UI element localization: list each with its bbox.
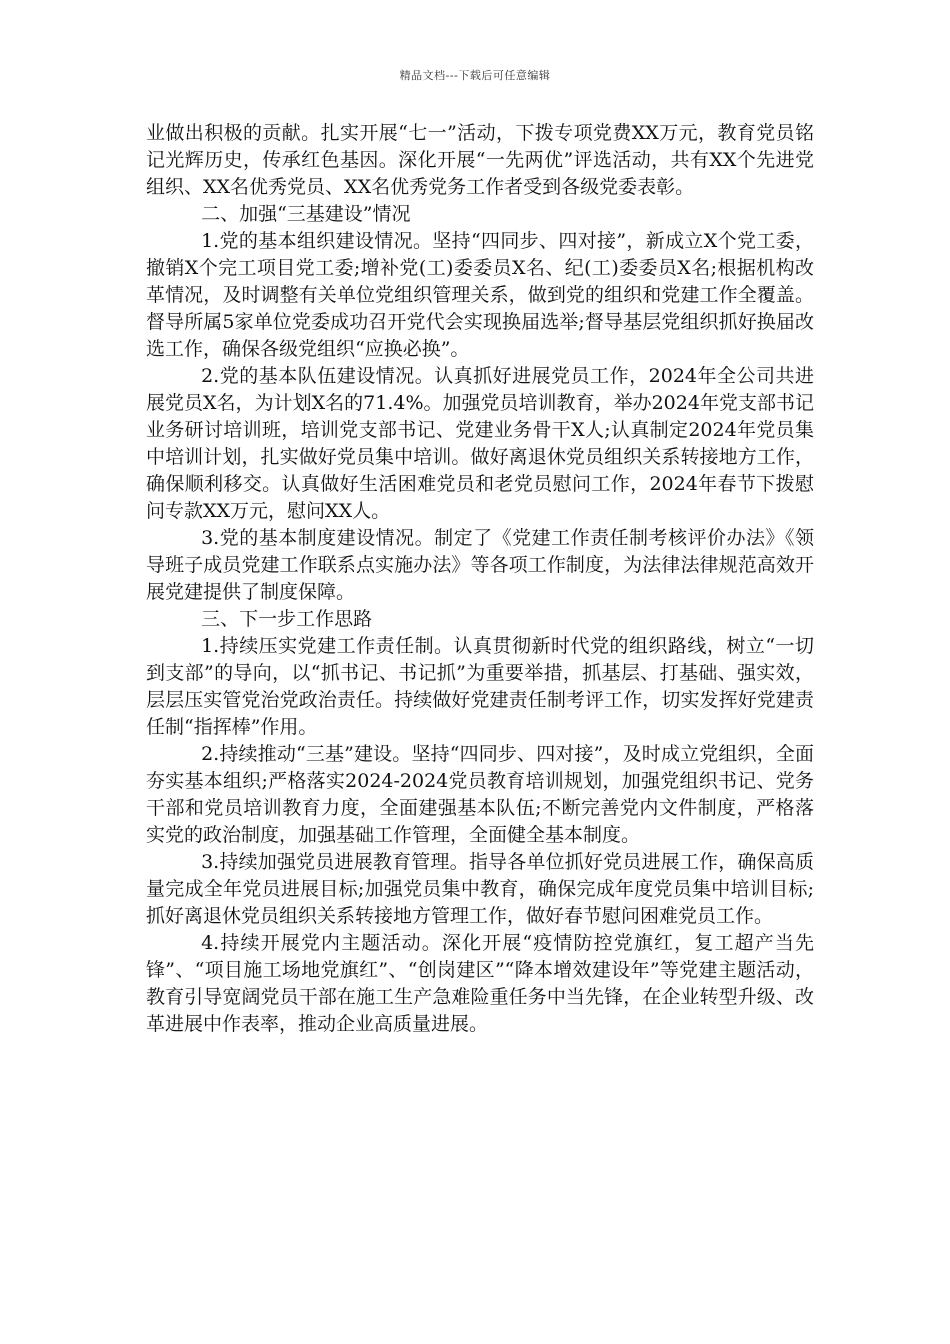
paragraph-intro: 业做出积极的贡献。扎实开展“七一”活动，下拨专项党费XX万元，教育党员铭记光辉历史，传承红色基因。深化开展“一先两优”评选活动，共有XX个先进党组织、XX名优秀党员、XX名优秀党务工作者受到各级党委表彰。 [146, 122, 814, 198]
paragraph-plan-1: 1.持续压实党建工作责任制。认真贯彻新时代党的组织路线，树立“一切到支部”的导向，以“抓书记、书记抓”为重要举措，抓基层、打基础、强实效，层层压实管党治党政治责任。持续做好党建责任制考评工作，切实发挥好党建责任制“指挥棒”作用。 [146, 635, 814, 738]
paragraph-team-building: 2.党的基本队伍建设情况。认真抓好进展党员工作，2024年全公司共进展党员X名，为计划X名的71.4%。加强党员培训教育，举办2024年党支部书记业务研讨培训班，培训党支部书记、党建业务骨干X人;认真制定2024年党员集中培训计划，扎实做好党员集中培训。做好离退休党员组织关系转接地方工作，确保顺利移交。认真做好生活困难党员和老党员慰问工作，2024年春节下拨慰问专款XX万元，慰问XX人。 [146, 365, 814, 522]
page-header: 精品文档---下载后可任意编辑 [399, 69, 551, 82]
section-heading-2: 二、加强“三基建设”情况 [201, 203, 411, 225]
paragraph-org-building: 1.党的基本组织建设情况。坚持“四同步、四对接”，新成立X个党工委，撤销X个完工项目党工委;增补党(工)委委员X名、纪(工)委委员X名;根据机构改革情况，及时调整有关单位党组织管理关系，做到党的组织和党建工作全覆盖。督导所属5家单位党委成功召开党代会实现换届选举;督导基层党组织抓好换届改选工作，确保各级党组织“应换必换”。 [146, 230, 814, 360]
paragraph-plan-3: 3.持续加强党员进展教育管理。指导各单位抓好党员进展工作，确保高质量完成全年党员进展目标;加强党员集中教育，确保完成年度党员集中培训目标;抓好离退休党员组织关系转接地方管理工作，做好春节慰问困难党员工作。 [146, 851, 814, 927]
paragraph-plan-4: 4.持续开展党内主题活动。深化开展“疫情防控党旗红，复工超产当先锋”、“项目施工场地党旗红”、“创岗建区”“降本增效建设年”等党建主题活动，教育引导宽阔党员干部在施工生产急难险重任务中当先锋，在企业转型升级、改革进展中作表率，推动企业高质量进展。 [146, 932, 814, 1035]
section-heading-3: 三、下一步工作思路 [201, 608, 373, 630]
paragraph-plan-2: 2.持续推动“三基”建设。坚持“四同步、四对接”，及时成立党组织，全面夯实基本组织;严格落实2024-2024党员教育培训规划，加强党组织书记、党务干部和党员培训教育力度，全面建强基本队伍;不断完善党内文件制度，严格落实党的政治制度，加强基础工作管理，全面健全基本制度。 [146, 743, 814, 846]
document-body [146, 120, 814, 1038]
paragraph-system-building: 3.党的基本制度建设情况。制定了《党建工作责任制考核评价办法》《领导班子成员党建工作联系点实施办法》等各项工作制度，为法律法律规范高效开展党建提供了制度保障。 [146, 527, 814, 603]
